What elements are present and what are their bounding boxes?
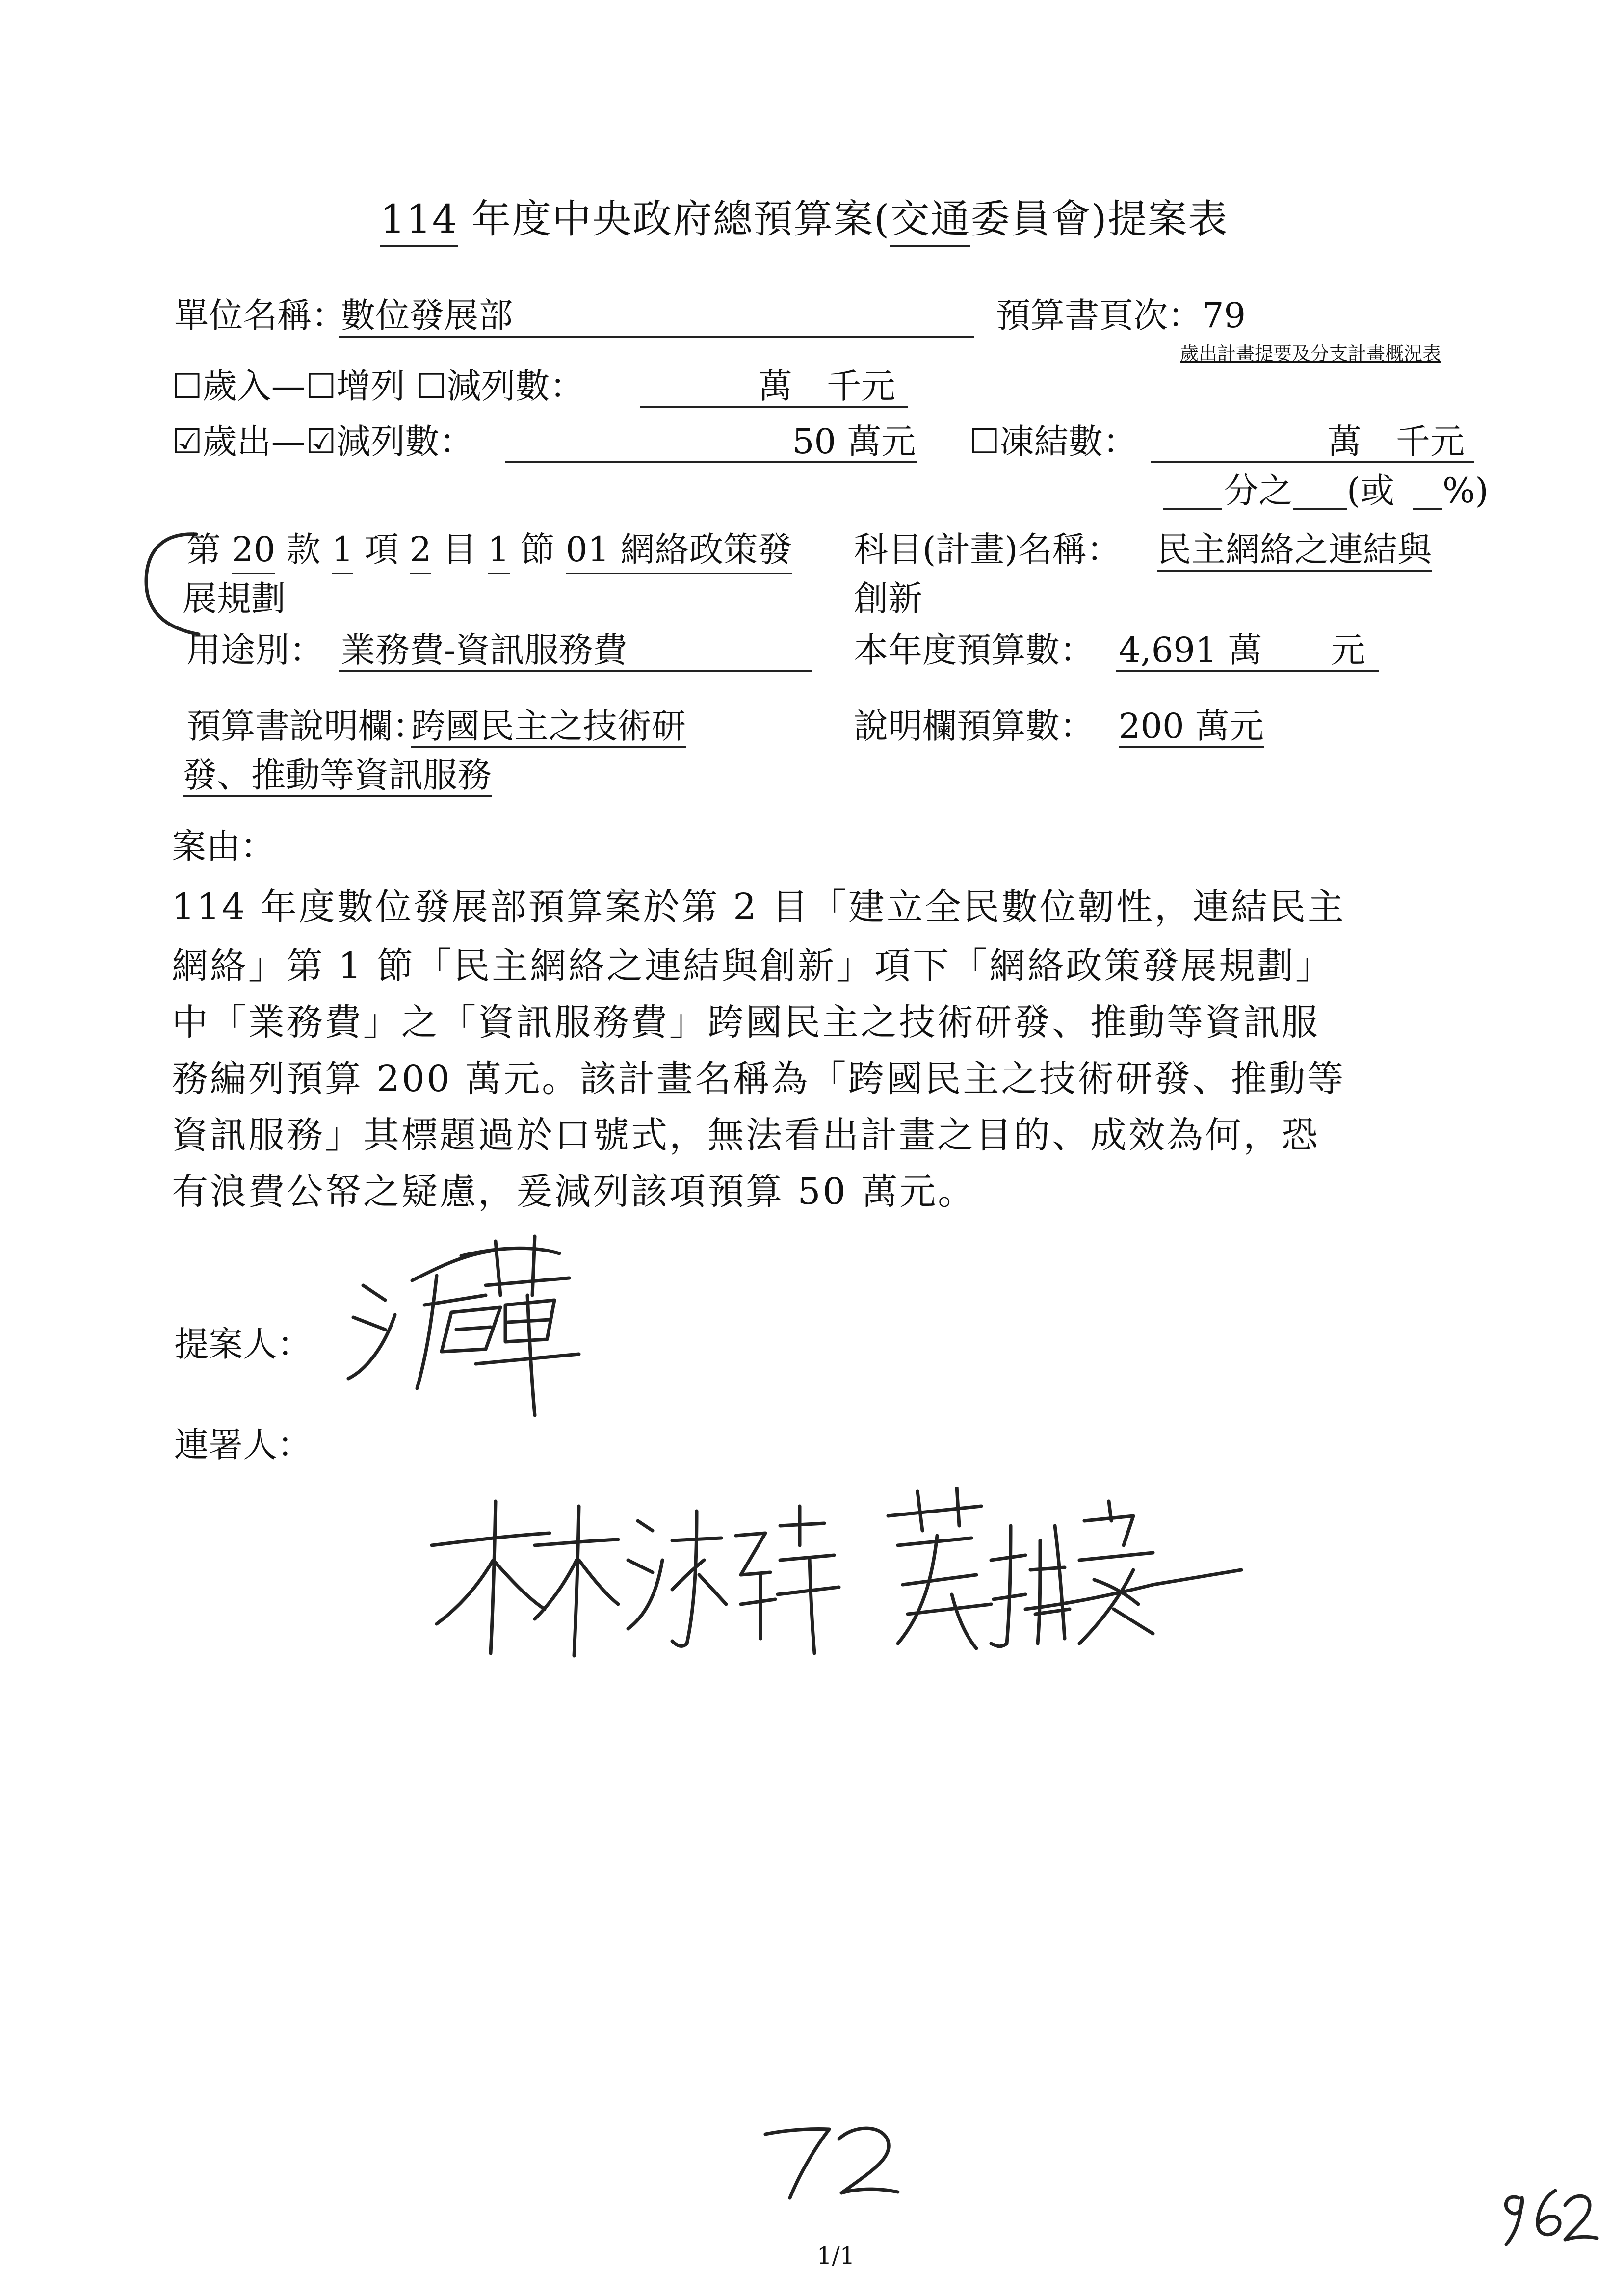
reason-line-3: 中「業務費」之「資訊服務費」跨國民主之技術研發、推動等資訊服	[172, 1001, 1320, 1044]
title-post: 委員會)提案表	[970, 196, 1229, 242]
freeze-prefix: ☐凍結數：	[969, 421, 1137, 462]
desc-label: 預算書說明欄：	[186, 706, 427, 746]
expenditure-amount: 50 萬元	[792, 421, 916, 462]
page-number: 1/1	[817, 2242, 855, 2270]
fraction-blank-2	[1293, 508, 1347, 510]
item-pre: 第	[186, 529, 232, 570]
document-title	[380, 187, 1229, 244]
item-jie: 1	[488, 529, 510, 574]
item-t4: 節	[509, 529, 566, 570]
item-t1: 款	[275, 529, 332, 570]
title-pre: 年度中央政府總預算案(	[458, 196, 891, 242]
item-t2: 項	[353, 529, 410, 570]
subject-line-2: 創新	[854, 578, 922, 619]
cosigner-signature-2	[878, 1487, 1246, 1673]
fraction-blank-1	[1163, 508, 1222, 510]
freeze-underline	[1151, 461, 1474, 463]
page-ref-note: 歲出計畫提要及分支計畫概況表	[1180, 343, 1441, 365]
expenditure-underline	[505, 461, 917, 463]
handwritten-page-number	[756, 2119, 903, 2203]
reason-line-2: 網絡」第 1 節「民主網絡之連結與創新」項下「網絡政策發展規劃」	[172, 945, 1334, 987]
proposer-label: 提案人：	[174, 1324, 312, 1364]
revenue-prefix: ☐歲入—☐增列 ☐減列數：	[172, 366, 584, 406]
annual-budget-underline	[1116, 670, 1379, 672]
unit-label: 單位名稱：	[174, 295, 346, 336]
unit-value: 數位發展部	[341, 295, 513, 336]
page-ref-value: 79	[1202, 295, 1246, 336]
item-mu: 2	[410, 529, 432, 574]
reason-label: 案由：	[172, 826, 275, 866]
freeze-pct-open: (或	[1347, 470, 1395, 511]
item-xiang: 1	[332, 529, 354, 574]
annual-budget-value: 4,691 萬 元	[1119, 630, 1365, 670]
cosigners-label: 連署人：	[174, 1425, 312, 1465]
usage-label: 用途別：	[186, 630, 324, 670]
usage-value: 業務費-資訊服務費	[341, 630, 628, 670]
desc-budget-value: 200 萬元	[1119, 709, 1264, 748]
expenditure-prefix: ☑歲出—☑減列數：	[172, 421, 474, 462]
item-kuan: 20	[232, 529, 275, 574]
proposer-signature	[339, 1226, 584, 1423]
pct-blank	[1413, 508, 1442, 510]
title-committee: 交通	[890, 196, 970, 247]
item-t3: 目	[431, 529, 488, 570]
usage-underline	[339, 670, 812, 672]
freeze-fraction: 分之	[1224, 470, 1293, 511]
page-ref-label: 預算書頁次：	[996, 295, 1202, 336]
subject-label: 科目(計畫)名稱：	[854, 529, 1121, 570]
title-year: 114	[380, 196, 458, 247]
freeze-amount: 萬 千元	[1327, 421, 1465, 462]
freeze-pct-close: %)	[1442, 470, 1489, 511]
cosigner-signature-1	[422, 1477, 849, 1673]
reason-line-4: 務編列預算 200 萬元。該計畫名稱為「跨國民主之技術研發、推動等	[172, 1058, 1346, 1100]
item-line-2: 展規劃	[183, 578, 286, 619]
reason-line-1: 114 年度數位發展部預算案於第 2 目「建立全民數位韌性，連結民主	[172, 886, 1346, 928]
revenue-amount: 萬 千元	[758, 366, 895, 406]
revenue-underline	[640, 406, 908, 408]
reason-line-6: 有浪費公帑之疑慮，爰減列該項預算 50 萬元。	[172, 1171, 976, 1213]
subject-line-1: 民主網絡之連結與	[1157, 532, 1432, 572]
corner-handwritten-number	[1492, 2178, 1599, 2247]
desc-line-2: 發、推動等資訊服務	[183, 758, 492, 797]
annual-budget-label: 本年度預算數：	[854, 630, 1094, 670]
item-line-1	[186, 529, 792, 570]
desc-line-1: 跨國民主之技術研	[411, 709, 686, 748]
unit-underline	[339, 336, 974, 338]
desc-budget-label: 說明欄預算數：	[854, 706, 1094, 746]
item-line1-rest: 01 網絡政策發	[566, 529, 792, 574]
reason-line-5: 資訊服務」其標題過於口號式，無法看出計畫之目的、成效為何，恐	[172, 1114, 1320, 1156]
